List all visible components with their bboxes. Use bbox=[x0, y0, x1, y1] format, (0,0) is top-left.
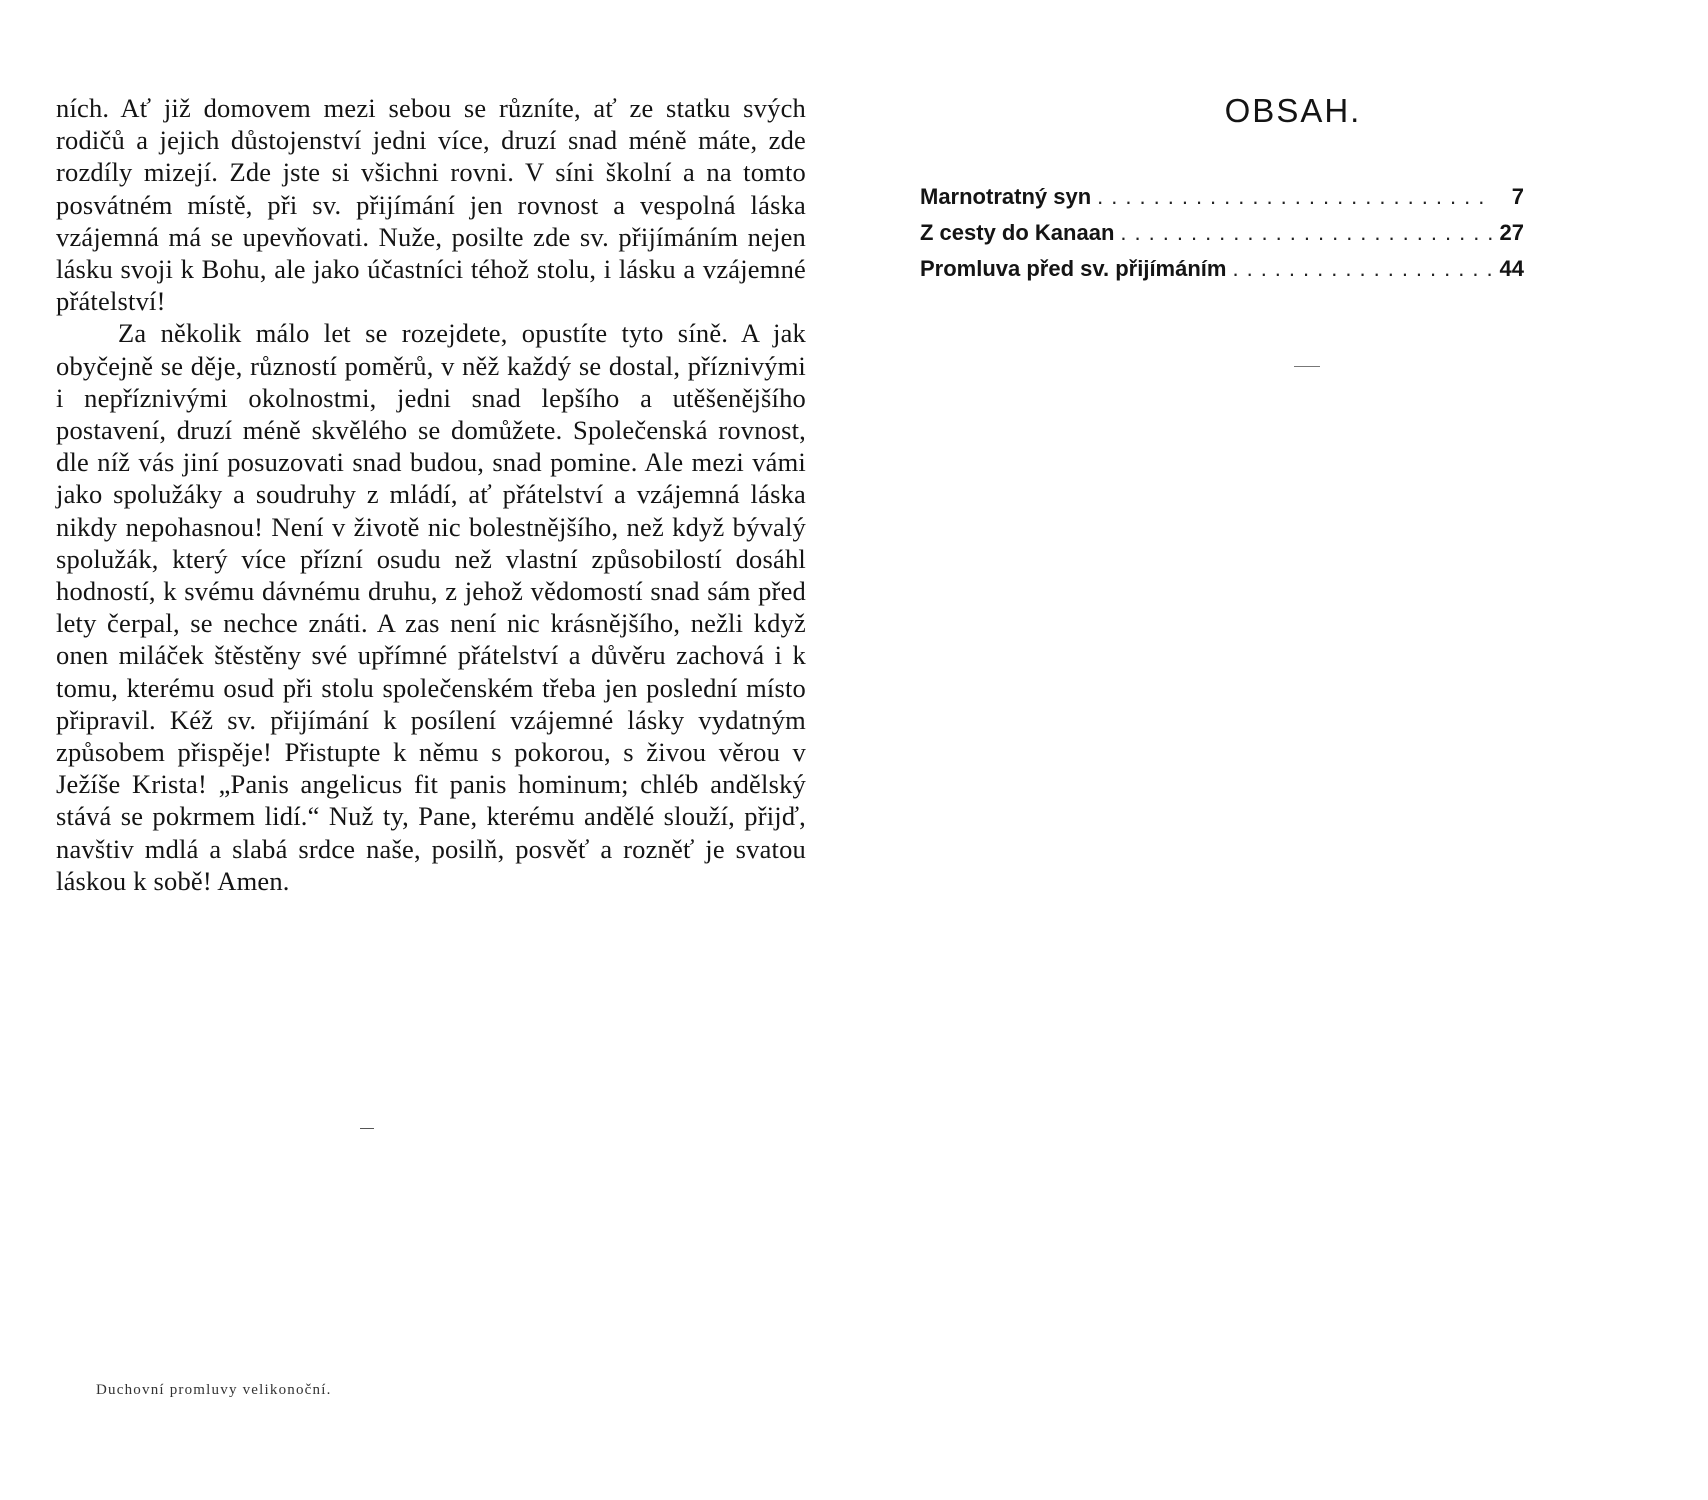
toc-entry-marnotratny-syn[interactable] bbox=[920, 184, 1524, 220]
right-page bbox=[854, 0, 1708, 1500]
toc-entry-label: Marnotratný syn bbox=[920, 184, 1092, 209]
toc-entry-promluva[interactable] bbox=[920, 256, 1524, 292]
paragraph: ních. Ať již domovem mezi sebou se různíte, ať ze statku svých rodičů a jejich důstojenství jedni více, druzí snad méně máte, zde rozdíly mizejí. Zde jste si všichni rovni. V síni školní a na tomto posvátném místě, při sv. přijímání jen rovnost a vespolná láska vzájemná má se upevňovati. Nuže, posilte zde sv. přijímáním nejen lásku svoji k Bohu, ale jako účastníci téhož stolu, i lásku a vzájemné přátelství! bbox=[56, 93, 806, 317]
toc-entry-z-cesty-do-kanaan[interactable] bbox=[920, 220, 1524, 256]
body-text bbox=[56, 92, 806, 897]
toc-entry-page: 27 bbox=[1499, 220, 1524, 245]
toc-entry-label: Z cesty do Kanaan bbox=[920, 220, 1115, 245]
toc-leader-dots bbox=[1120, 220, 1492, 246]
toc-leader-dots bbox=[1097, 184, 1492, 210]
toc-entry-page: 44 bbox=[1499, 256, 1524, 281]
paragraph: Za několik málo let se rozejdete, opustíte tyto síně. A jak obyčejně se děje, růzností poměrů, v něž každý se dostal, příznivými i nepříznivými okolnostmi, jedni snad lepšího a utěšenějšího postavení, druzí méně skvělého se domůžete. Společenská rovnost, dle níž vás jiní posuzovati snad budou, snad pomine. Ale mezi vámi jako spolužáky a soudruhy z mládí, ať přátelství a vzájemná láska nikdy nepohasnou! Není v životě nic bolestnějšího, než když bývalý spolužák, který více přízní osudu než vlastní způsobilostí dosáhl hodností, k svému dávnému druhu, z jehož vědomostí snad sám před lety čerpal, se nechce znáti. A zas není nic krásnějšího, nežli když onen miláček štěstěny své upřímné přátelství a důvěru zachová i k tomu, kterému osud při stolu společenském třeba jen poslední místo připravil. Kéž sv. přijímání k posílení vzájemné lásky vydatným způsobem přispěje! Přistupte k němu s pokorou, s živou věrou v Ježíše Krista! „Panis angelicus fit panis hominum; chléb andělský stává se pokrmem lidí.“ Nuž ty, Pane, kterému andělé slouží, přijď, navštiv mdlá a slabá srdce naše, posilň, posvěť a rozněť je svatou láskou k sobě! Amen. bbox=[56, 318, 806, 896]
signature-footer: Duchovní promluvy velikonoční. bbox=[96, 1382, 332, 1398]
toc-entry-label: Promluva před sv. přijímáním bbox=[920, 256, 1227, 281]
toc-end-dash bbox=[1294, 366, 1320, 367]
page-end-dash bbox=[360, 1128, 374, 1129]
toc-title: OBSAH. bbox=[1224, 92, 1362, 129]
toc-entry-page: 7 bbox=[1511, 184, 1524, 209]
table-of-contents bbox=[920, 184, 1524, 292]
toc-leader-dots bbox=[1232, 256, 1492, 282]
